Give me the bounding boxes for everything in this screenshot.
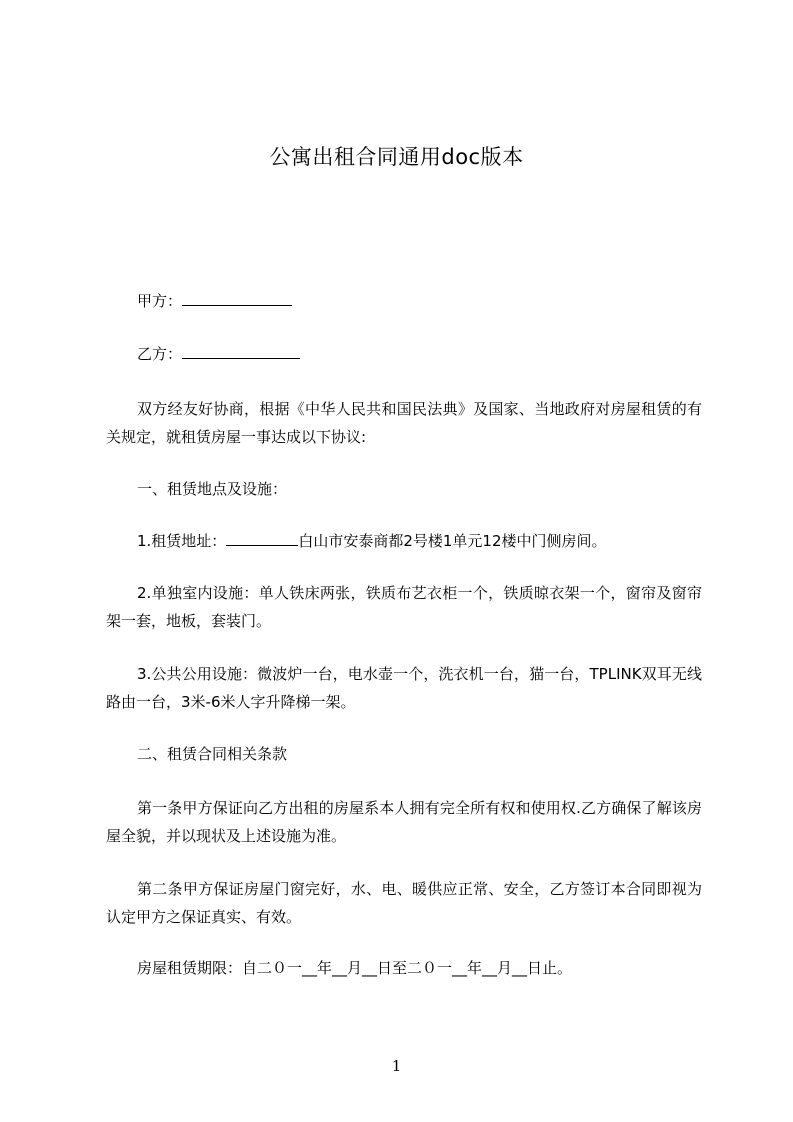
- rental-address-line: [137, 531, 607, 551]
- section1-heading: 一、租赁地点及设施：: [137, 480, 288, 498]
- party-a-line: [137, 291, 292, 311]
- rental-address-label: 1.租赁地址：: [137, 532, 227, 550]
- rental-address-blank: [226, 531, 298, 546]
- party-b-label: 乙方：: [137, 345, 183, 363]
- indoor-facilities-paragraph: 2.单独室内设施：单人铁床两张，铁质布艺衣柜一个，铁质晾衣架一个，窗帘及窗帘架一套，地板，套装门。: [106, 584, 702, 630]
- lease-term-line: 房屋租赁期限：自二０一__年__月__日至二０一__年__月__日止。: [137, 959, 573, 977]
- party-a-blank: [182, 291, 292, 306]
- public-facilities-paragraph: 3.公共公用设施：微波炉一台，电水壶一个，洗衣机一台，猫一台，TPLINK双耳无线路由一台，3米-6米人字升降梯一架。: [106, 665, 702, 711]
- document-title: 公寓出租合同通用doc版本: [269, 145, 524, 169]
- clause-1-paragraph: 第一条甲方保证向乙方出租的房屋系本人拥有完全所有权和使用权.乙方确保了解该房屋全貌，并以现状及上述设施为准。: [106, 799, 702, 845]
- section2-heading: 二、租赁合同相关条款: [137, 745, 288, 763]
- intro-paragraph: 双方经友好协商，根据《中华人民共和国民法典》及国家、当地政府对房屋租赁的有关规定，就租赁房屋一事达成以下协议:: [106, 400, 702, 446]
- rental-address-text: 白山市安泰商都2号楼1单元12楼中门侧房间。: [298, 532, 607, 550]
- party-a-label: 甲方：: [137, 292, 183, 310]
- party-b-blank: [182, 344, 300, 359]
- clause-2-paragraph: 第二条甲方保证房屋门窗完好，水、电、暖供应正常、安全，乙方签订本合同即视为认定甲方之保证真实、有效。: [106, 880, 702, 926]
- party-b-line: [137, 344, 300, 364]
- page-number: 1: [391, 1057, 402, 1075]
